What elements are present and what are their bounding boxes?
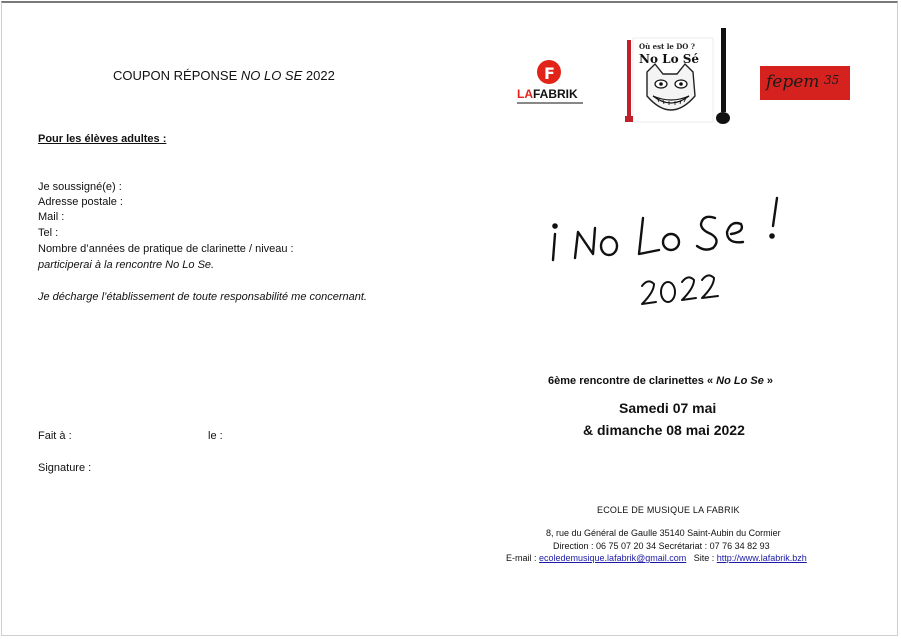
section-label: Pour les élèves adultes : (38, 133, 167, 145)
coupon-title (113, 68, 335, 83)
field-years-level: Nombre d’années de pratique de clarinette / niveau : (38, 243, 294, 255)
disclaimer-text: Je décharge l’établissement de toute responsabilité me concernant. (38, 291, 367, 303)
svg-text:LAFABRIK: LAFABRIK (517, 87, 578, 101)
coupon-title-suffix: 2022 (302, 68, 335, 83)
field-name: Je soussigné(e) : (38, 181, 122, 193)
school-name: ECOLE DE MUSIQUE LA FABRIK (597, 505, 740, 515)
nolose-question-text: Où est le DO ? (639, 42, 695, 51)
event-line (548, 375, 773, 387)
fepem-wordmark: fepem (766, 72, 820, 92)
field-mail: Mail : (38, 211, 65, 223)
date-line-1: Samedi 07 mai (619, 400, 717, 416)
school-phones: Direction : 06 75 07 20 34 Secrétariat : 07 76 34 82 93 (553, 541, 770, 551)
fepem-logo (760, 64, 852, 102)
contact-line (506, 553, 807, 563)
coupon-title-prefix: COUPON RÉPONSE (113, 68, 241, 83)
coupon-title-italic: NO LO SE (240, 68, 303, 83)
email-link[interactable]: ecoledemusique.lafabrik@gmail.com (539, 553, 687, 563)
event-suffix: » (763, 375, 773, 387)
svg-text:F: F (544, 64, 555, 83)
site-link[interactable]: http://www.lafabrik.bzh (716, 553, 807, 563)
handwritten-year (638, 270, 728, 310)
field-address: Adresse postale : (38, 196, 123, 208)
nolose-name-text: No Lo Sé (639, 52, 700, 66)
field-tel: Tel : (38, 227, 59, 239)
handwritten-title (545, 192, 805, 272)
date-line-2: & dimanche 08 mai 2022 (583, 422, 745, 438)
email-label: E-mail : (506, 553, 540, 563)
event-prefix: 6ème rencontre de clarinettes « (548, 375, 717, 387)
event-italic: No Lo Se (716, 375, 764, 387)
lafabrik-wordmark: FABRIK (533, 87, 578, 101)
signature-label: Signature : (38, 462, 92, 474)
lafabrik-logo (515, 58, 587, 110)
date-label: le : (208, 430, 223, 442)
fait-a-label: Fait à : (38, 430, 72, 442)
participation-text: participerai à la rencontre No Lo Se. (38, 259, 215, 271)
school-address: 8, rue du Général de Gaulle 35140 Saint-Aubin du Cormier (546, 528, 781, 538)
nolose-logo (625, 24, 735, 127)
site-label: Site : (686, 553, 717, 563)
svg-text:35: 35 (824, 73, 840, 87)
